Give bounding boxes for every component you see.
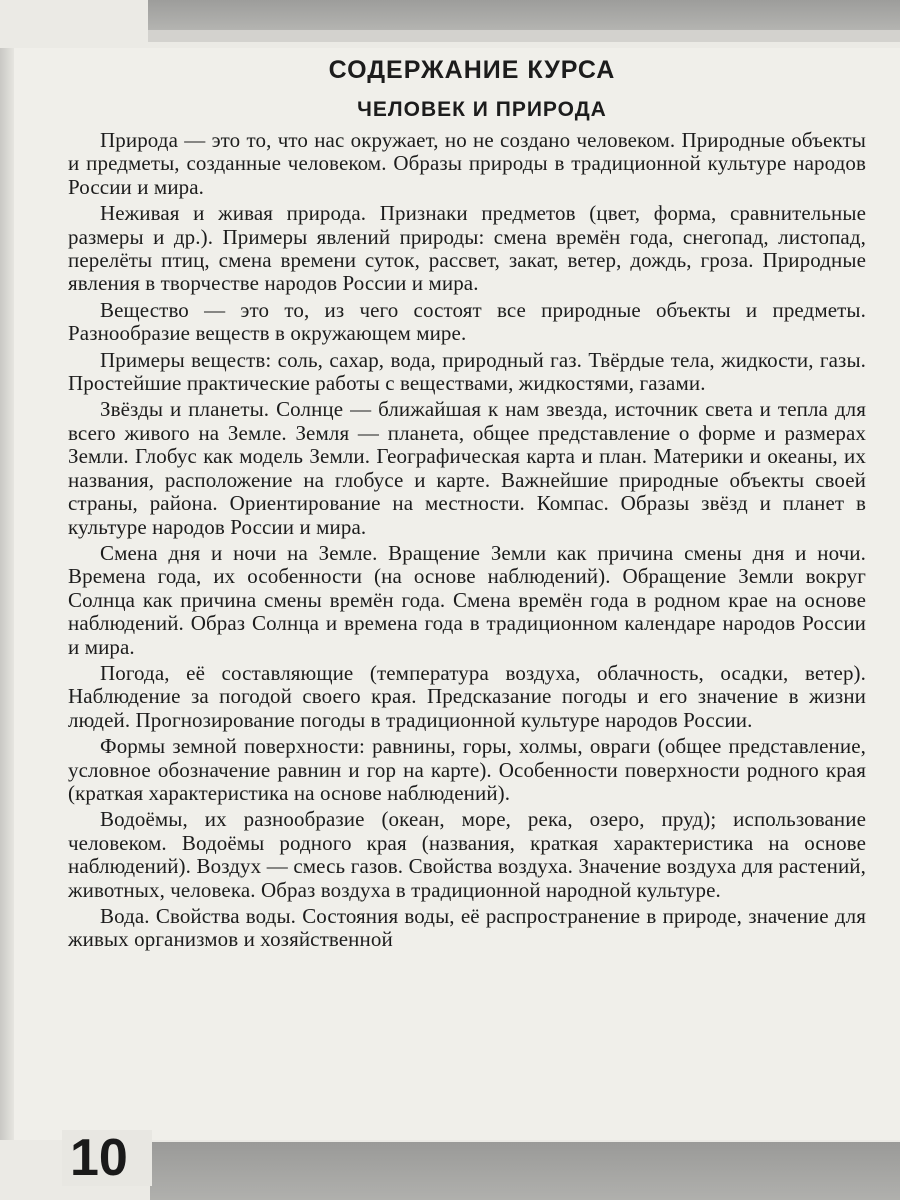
page-content (68, 48, 866, 952)
paragraph-day-night: Смена дня и ночи на Земле. Вращение Земли как причина смены дня и ночи. Времена года, их особенности (на основе наблюдений). Обращение Земли вокруг Солнца как причина смены времён года. Смена времён года в родном крае на основе наблюдений. Образ Солнца и времена года в традиционном календаре народов России и мира. (68, 540, 866, 659)
footer-decorative-bar (150, 1142, 900, 1200)
paragraph-nature-definition: Природа — это то, что нас окружает, но не создано человеком. Природные объекты и предметы, созданные человеком. Образы природы в традиционной культуре народов России и мира. (68, 128, 866, 199)
paragraph-substance: Вещество — это то, из чего состоят все природные объекты и предметы. Разнообразие веществ в окружающем мире. (68, 297, 866, 346)
header-decorative-stripe (148, 30, 900, 42)
paragraph-water: Вода. Свойства воды. Состояния воды, её распространение в природе, значение для живых организмов и хозяйственной (68, 904, 866, 952)
section-title: СОДЕРЖАНИЕ КУРСА (328, 56, 616, 84)
page-edge-shadow (0, 48, 14, 1140)
paragraph-substance-examples: Примеры веществ: соль, сахар, вода, природный газ. Твёрдые тела, жидкости, газы. Простейшие практические работы с веществами, жидкостями, газами. (68, 347, 866, 396)
paragraph-weather: Погода, её составляющие (температура воздуха, облачность, осадки, ветер). Наблюдение за погодой своего края. Предсказание погоды и его значение в жизни людей. Прогнозирование погоды в традиционной культуре народов России. (68, 660, 866, 732)
header-decorative-bar (148, 0, 900, 30)
page-number: 10 (70, 1129, 128, 1187)
paragraph-land-forms: Формы земной поверхности: равнины, горы, холмы, овраги (общее представление, условное обозначение равнин и гор на карте). Особенности поверхности родного края (краткая характеристика на основе наблюдений). (68, 734, 866, 805)
paragraph-living-nonliving: Неживая и живая природа. Признаки предметов (цвет, форма, сравнительные размеры и др.). Примеры явлений природы: смена времён года, снегопад, листопад, перелёты птиц, смена времени суток, рассвет, закат, ветер, дождь, гроза. Природные явления в творчестве народов России и мира. (68, 201, 866, 296)
subsection-title: ЧЕЛОВЕК И ПРИРОДА (357, 98, 607, 121)
paragraph-stars-planets: Звёзды и планеты. Солнце — ближайшая к нам звезда, источник света и тепла для всего живого на Земле. Земля — планета, общее представление о форме и размерах Земли. Глобус как модель Земли. Географическая карта и план. Материки и океаны, их названия, расположение на глобусе и карте. Важнейшие природные объекты своей страны, района. Ориентирование на местности. Компас. Образы звёзд и планет в культуре народов России и мира. (68, 397, 866, 539)
paragraph-water-bodies-air: Водоёмы, их разнообразие (океан, море, река, озеро, пруд); использование человеком. Водоёмы родного края (названия, краткая характеристика на основе наблюдений). Воздух — смесь газов. Свойства воздуха. Значение воздуха для растений, животных, человека. Образ воздуха в традиционной народной культуре. (68, 807, 866, 902)
